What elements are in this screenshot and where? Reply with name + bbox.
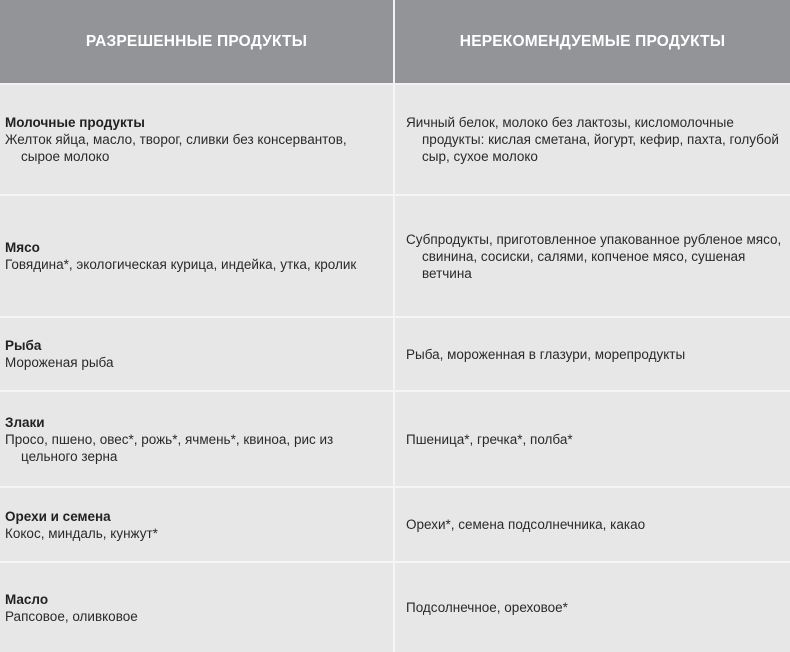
not-recommended-cell bbox=[395, 488, 790, 561]
allowed-cell bbox=[0, 563, 395, 652]
allowed-items: Кокос, миндаль, кунжут* bbox=[5, 525, 158, 541]
not-recommended-items: Орехи*, семена подсолнечника, какао bbox=[406, 517, 646, 532]
category-label: Рыба bbox=[5, 338, 42, 353]
category-label: Мясо bbox=[5, 240, 40, 255]
table-row-oil bbox=[0, 563, 790, 652]
allowed-items: Желток яйца, масло, творог, сливки без консервантов, сырое молоко bbox=[5, 132, 347, 164]
table-row-dairy bbox=[0, 85, 790, 196]
table-header bbox=[0, 0, 790, 85]
allowed-items: Рапсовое, оливковое bbox=[5, 608, 138, 624]
not-recommended-cell bbox=[395, 318, 790, 390]
not-recommended-items: Яичный белок, молоко без лактозы, кисломолочные продукты: кислая сметана, йогурт, кефир, пахта, голубой сыр, сухое молоко bbox=[406, 115, 779, 164]
not-recommended-items: Рыба, мороженная в глазури, морепродукты bbox=[406, 346, 686, 362]
table-row-grains bbox=[0, 392, 790, 488]
header-allowed: РАЗРЕШЕННЫЕ ПРОДУКТЫ bbox=[0, 0, 395, 83]
allowed-items: Просо, пшено, овес*, рожь*, ячмень*, квиноа, рис из цельного зерна bbox=[5, 431, 334, 464]
allowed-cell bbox=[0, 392, 395, 486]
allowed-items: Мороженая рыба bbox=[5, 355, 114, 370]
allowed-cell bbox=[0, 196, 395, 316]
table-row-fish bbox=[0, 318, 790, 392]
not-recommended-cell bbox=[395, 85, 790, 194]
allowed-cell bbox=[0, 488, 395, 561]
not-recommended-cell bbox=[395, 196, 790, 316]
category-label: Масло bbox=[5, 591, 49, 607]
table-row-nuts-seeds bbox=[0, 488, 790, 563]
category-label: Молочные продукты bbox=[5, 115, 145, 130]
not-recommended-cell bbox=[395, 392, 790, 486]
category-label: Злаки bbox=[5, 414, 45, 430]
allowed-cell bbox=[0, 318, 395, 390]
table-row-meat bbox=[0, 196, 790, 318]
not-recommended-cell bbox=[395, 563, 790, 652]
not-recommended-items: Субпродукты, приготовленное упакованное рубленое мясо, свинина, сосиски, салями, копченое мясо, сушеная ветчина bbox=[406, 231, 782, 281]
not-recommended-items: Подсолнечное, ореховое* bbox=[406, 600, 568, 615]
allowed-items: Говядина*, экологическая курица, индейка, утка, кролик bbox=[5, 257, 357, 272]
not-recommended-items: Пшеница*, гречка*, полба* bbox=[406, 431, 573, 447]
header-not-recommended: НЕРЕКОМЕНДУЕМЫЕ ПРОДУКТЫ bbox=[459, 32, 726, 50]
allowed-cell bbox=[0, 85, 395, 194]
category-label: Орехи и семена bbox=[5, 508, 111, 524]
